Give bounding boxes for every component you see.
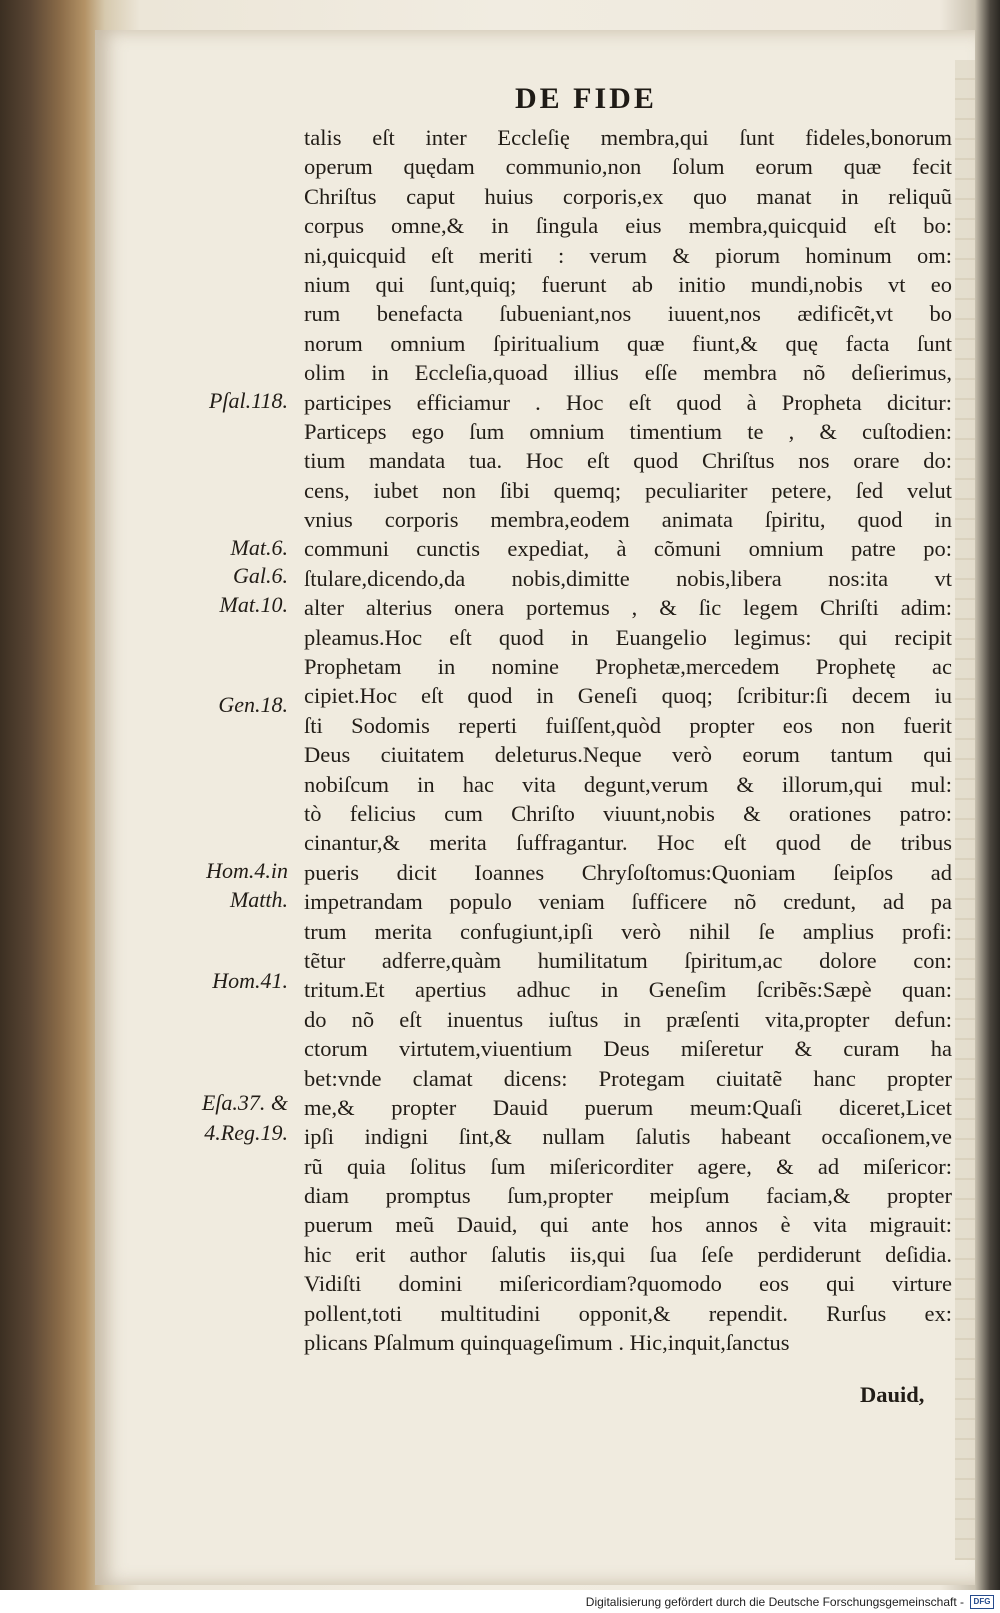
text-line: Vidiſti domini miſericordiam?quomodo eos qui virture — [304, 1271, 952, 1297]
text-line: talis eſt inter Eccleſię membra,qui ſunt fideles,bonorum — [304, 125, 952, 150]
text-line: bet:vnde clamat dicens: Protegam ciuitatẽ hanc propter — [304, 1065, 952, 1091]
text-line: ni,quicquid eſt meriti : verum & piorum hominum om: — [304, 242, 952, 268]
text-line: cinantur,& merita ſuffragantur. Hoc eſt quod de tribus — [304, 830, 952, 856]
text-line: cens, iubet non ſibi quemq; peculiariter petere, ſed velut — [304, 477, 952, 503]
running-head: DE FIDE — [515, 82, 657, 115]
text-line: alter alterius onera portemus , & ſic legem Chriſti adim: — [304, 595, 952, 621]
text-line: cipiet.Hoc eſt quod in Geneſi quoq; ſcribitur:ſi decem iu — [304, 683, 952, 709]
footer-bar — [0, 1590, 1000, 1613]
text-line: rum benefacta ſubueniant,nos iuuent,nos ædificẽt,vt bo — [304, 301, 952, 327]
margin-note: Hom.4.in — [206, 858, 288, 883]
text-line: ipſi indigni ſint,& nullam ſalutis habeant occaſionem,ve — [304, 1124, 952, 1150]
text-line: norum omnium ſpiritualium quæ fiunt,& quę facta ſunt — [304, 330, 952, 356]
text-line: communi cunctis expediat, à cõmuni omnium patre po: — [304, 536, 952, 562]
text-line: impetrandam populo veniam ſufficere nõ credunt, ad pa — [304, 889, 952, 915]
text-line: rũ quia ſolitus ſum miſericorditer agere, & ad miſericor: — [304, 1153, 952, 1179]
margin-note: Gal.6. — [233, 563, 288, 588]
text-line: hic erit author ſalutis iis,qui ſua ſeſe perdiderunt deſidia. — [304, 1241, 952, 1267]
margin-note: Mat.6. — [230, 535, 288, 560]
text-line: ctorum virtutem,viuentium Deus miſeretur & curam ha — [304, 1036, 952, 1062]
text-line: pollent,toti multitudini opponit,& rependit. Rurſus ex: — [304, 1300, 952, 1326]
text-line: tò felicius cum Chriſto viuunt,nobis & orationes patro: — [304, 800, 952, 826]
text-line: trum merita confugiunt,ipſi verò nihil ſe amplius profi: — [304, 918, 952, 944]
margin-note: Eſa.37. & — [201, 1090, 288, 1115]
text-line: Particeps ego ſum omnium timentium te , & cuſtodien: — [304, 418, 952, 444]
text-line: Deus ciuitatem deleturus.Neque verò eorum tantum qui — [304, 742, 952, 768]
text-line: tritum.Et apertius adhuc in Geneſim ſcribẽs:Sæpè quan: — [304, 977, 952, 1003]
text-line: pueris dicit Ioannes Chryſoſtomus:Quoniam ſeipſos ad — [304, 859, 952, 885]
margin-note: Pſal.118. — [208, 388, 288, 413]
text-line: Prophetam in nomine Prophetæ,mercedem Prophetę ac — [304, 654, 952, 680]
text-line: ſtulare,dicendo,da nobis,dimitte nobis,libera nos:ita vt — [304, 565, 952, 591]
text-line: nobiſcum in hac vita degunt,verum & illorum,qui mul: — [304, 771, 952, 797]
text-line: ſti Sodomis reperti fuiſſent,quòd propter eos non fuerit — [304, 712, 952, 738]
text-line: nium qui ſunt,quiq; fuerunt ab initio mundi,nobis vt eo — [304, 271, 952, 297]
text-line: do nõ eſt inuentus iuſtus in præſenti vita,propter defun: — [304, 1006, 952, 1032]
text-line: participes efficiamur . Hoc eſt quod à Propheta dicitur: — [304, 389, 952, 415]
text-line: tẽtur adferre,quàm humilitatum ſpiritum,ac dolore con: — [304, 947, 952, 973]
text-line: corpus omne,& in ſingula eius membra,quicquid eſt bo: — [304, 213, 952, 239]
text-line: operum quędam communio,non ſolum eorum quæ fecit — [304, 154, 952, 180]
text-line: olim in Eccleſia,quoad illius eſſe membra nõ deſierimus, — [304, 360, 952, 386]
margin-note: Hom.41. — [212, 968, 288, 993]
text-line: puerum meũ Dauid, qui ante hos annos è vita migrauit: — [304, 1212, 952, 1238]
text-line: tium mandata tua. Hoc eſt quod Chriſtus nos orare do: — [304, 448, 952, 474]
margin-note: Mat.10. — [219, 592, 288, 617]
text-line: pleamus.Hoc eſt quod in Euangelio legimus: qui recipit — [304, 624, 952, 650]
text-line: vnius corporis membra,eodem animata ſpiritu, quod in — [304, 507, 952, 533]
text-line: plicans Pſalmum quinquageſimum . Hic,inquit,ſanctus — [304, 1330, 790, 1356]
margin-note: 4.Reg.19. — [204, 1120, 288, 1145]
margin-note: Matth. — [229, 887, 288, 912]
page-edge — [955, 60, 975, 1560]
catchword: Dauid, — [860, 1382, 925, 1407]
margin-note: Gen.18. — [218, 692, 288, 717]
footer-credit: Digitalisierung gefördert durch die Deutsche Forschungsgemeinschaft - — [585, 1594, 964, 1609]
text-line: me,& propter Dauid puerum meum:Quaſi diceret,Licet — [304, 1094, 952, 1120]
text-line: Chriſtus caput huius corporis,ex quo manat in reliquũ — [304, 183, 952, 209]
dfg-logo: DFG — [970, 1595, 994, 1609]
main-text-block — [304, 123, 952, 1357]
text-line: diam promptus ſum,propter meipſum faciam,& propter — [304, 1183, 952, 1209]
